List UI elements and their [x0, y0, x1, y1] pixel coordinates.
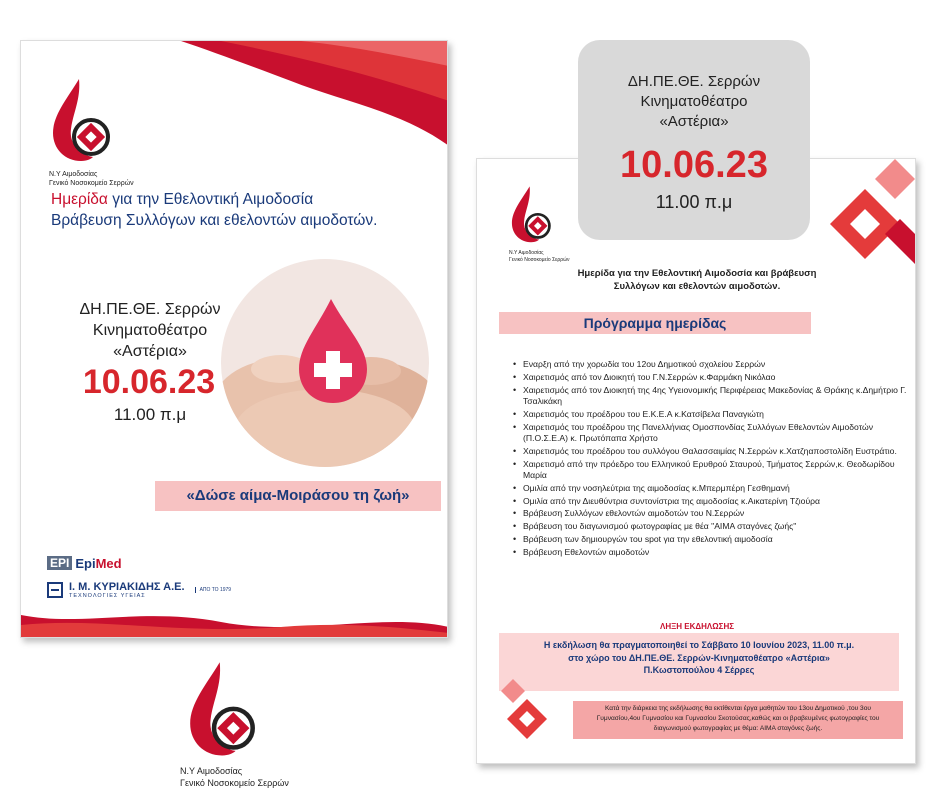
- hands-blood-drop-photo: [221, 259, 429, 467]
- org-name-line2: Γενικό Νοσοκομείο Σερρών: [180, 778, 289, 788]
- list-item: • Βράβευση Συλλόγων εθελοντών αιμοδοτών του Ν.Σερρών: [511, 508, 911, 519]
- sponsor-name: Ι. Μ. ΚΥΡΙΑΚΙΔΗΣ Α.Ε.: [69, 581, 185, 593]
- poster-right: [476, 158, 916, 764]
- epimed-label: Epi: [75, 555, 96, 571]
- info-line2: στο χώρο του ΔΗ.ΠΕ.ΘΕ. Σερρών-Κινηματοθέατρο «Αστέρια»: [568, 652, 830, 663]
- event-date: 10.06.23: [82, 363, 216, 401]
- kyriakidis-mark-icon: [47, 582, 63, 598]
- program-list: [511, 359, 911, 560]
- blood-drop-logo-icon: [182, 660, 262, 760]
- sponsor-since: ΑΠΟ ΤΟ 1979: [195, 587, 232, 593]
- org-caption: [180, 765, 289, 788]
- venue: [65, 299, 235, 362]
- callout-venue-line2: Κινηματοθέατρο: [640, 93, 748, 110]
- org-logo-bottom: [180, 660, 289, 788]
- blood-drop-logo-icon: [509, 185, 553, 245]
- epimed-box: EPI: [47, 556, 72, 570]
- epimed-text: [75, 556, 121, 571]
- org-caption: [509, 250, 569, 264]
- blood-drop-logo-icon: [49, 77, 113, 165]
- list-item: • Χαιρετισμός του προέδρου της Πανελλήνιας Ομοσπονδίας Συλλόγων Εθελοντών Αιμοδοτών (Π.Ο.Σ.Ε.Α) κ. Πρωτόπαπα Χρήστο: [511, 422, 911, 445]
- date-callout: [578, 40, 810, 240]
- note-line1: Κατά την διάρκεια της εκδήλωσης θα εκτίθενται έργα μαθητών του 13ου Δημοτικού ,του 3ου: [604, 705, 871, 712]
- list-item: • Χαιρετισμός από τον Διοικητή της 4ης Υγειονομικής Περιφέρειας Μακεδονίας & Θράκης κ.Δημήτριο Γ. Τσαλικάκη: [511, 385, 911, 408]
- epimed-rest: Med: [95, 555, 122, 571]
- title-rest: για την Εθελοντική Αιμοδοσία: [107, 191, 314, 208]
- list-item: • Χαιρετισμός του προέδρου του συλλόγου Θαλασσαιμίας Ν.Σερρών κ.Χατζηαποστολίδη Ευστράτιο.: [511, 446, 911, 457]
- red-diamond-shapes: [825, 159, 915, 269]
- venue-line3: «Αστέρια»: [113, 343, 187, 360]
- end-label: ΛΗΞΗ ΕΚΔΗΛΩΣΗΣ: [659, 622, 735, 631]
- subtitle-line2: Συλλόγων και εθελοντών αιμοδοτών.: [613, 281, 781, 292]
- list-item: • Εναρξη από την χορωδία του 12ου Δημοτικού σχολείου Σερρών: [511, 359, 911, 370]
- org-name-line1: Ν.Υ Αιμοδοσίας: [180, 766, 243, 776]
- list-item: • Χαιρετισμός του προέδρου του Ε.Κ.Ε.Α κ.Κατσίβελα Παναγιώτη: [511, 409, 911, 420]
- list-item: • Χαιρετισμό από την πρόεδρο του Ελληνικού Ερυθρού Σταυρού, Τμήματος Σερρών,κ. Θεοδωρίδου Μαρία: [511, 459, 911, 482]
- red-diamond-shapes-bottom: [501, 679, 547, 739]
- venue-line2: Κινηματοθέατρο: [92, 322, 208, 339]
- org-name-line2: Γενικό Νοσοκομείο Σερρών: [509, 257, 570, 263]
- list-item: • Ομιλία από την νοσηλεύτρια της αιμοδοσίας κ.Μπερμπέρη Γεσθημανή: [511, 483, 911, 494]
- event-title: [51, 189, 446, 231]
- callout-venue-line1: ΔΗ.ΠΕ.ΘΕ. Σερρών: [627, 73, 761, 90]
- list-item: • Ομιλία από την Διευθύντρια συντονίστρια της αιμοδοσίας κ.Αικατερίνη Τζιούρα: [511, 496, 911, 507]
- callout-date: 10.06.23: [620, 144, 768, 186]
- venue-line1: ΔΗ.ΠΕ.ΘΕ. Σερρών: [79, 301, 221, 318]
- org-logo: [49, 77, 134, 188]
- info-line3: Π.Κωστοπούλου 4 Σέρρες: [643, 665, 755, 675]
- note-line2: Γυμνασίου,4ου Γυμνασίου και Γυμνασίου Σκοτούσας,καθώς και οι βραβευμένες φωτογραφίες του: [596, 715, 880, 722]
- kyriakidis-logo: [47, 581, 231, 599]
- bottom-red-wave: [21, 517, 448, 637]
- org-logo-right: [509, 185, 569, 264]
- event-time: 11.00 π.μ: [113, 405, 187, 424]
- callout-venue-line3: «Αστέρια»: [659, 113, 729, 130]
- poster-left: [20, 40, 448, 638]
- org-name-line1: Ν.Υ Αιμοδοσίας: [49, 171, 98, 178]
- org-caption: [49, 170, 134, 188]
- event-info-band: [499, 633, 899, 691]
- sponsor-sub: ΤΕΧΝΟΛΟΓΙΕΣ ΥΓΕΙΑΣ: [69, 593, 146, 599]
- list-item: • Βράβευση Εθελοντών αιμοδοτών: [511, 547, 911, 558]
- program-title: Πρόγραμμα ημερίδας: [499, 312, 811, 334]
- event-subtitle: [517, 267, 877, 293]
- org-name-line2: Γενικό Νοσοκομείο Σερρών: [49, 180, 134, 187]
- info-line1: Η εκδήλωση θα πραγματοποιηθεί το Σάββατο 10 Ιουνίου 2023, 11.00 π.μ.: [543, 640, 855, 650]
- callout-venue: [578, 72, 810, 132]
- note-line3: διαγωνισμού φωτογραφίας με θέμα: ΑΙΜΑ σταγόνες ζωής.: [653, 725, 823, 732]
- exhibition-note: [573, 701, 903, 739]
- slogan-band: «Δώσε αίμα-Μοιράσου τη ζωή»: [155, 481, 441, 511]
- title-highlight: Ημερίδα: [51, 191, 108, 208]
- list-item: • Βράβευση των δημιουργών του spot για την εθελοντική αιμοδοσία: [511, 534, 911, 545]
- list-item: • Χαιρετισμός από τον Διοικητή του Γ.Ν.Σερρών κ.Φαρμάκη Νικόλαο: [511, 372, 911, 383]
- epimed-logo: [47, 554, 122, 572]
- org-name-line1: Ν.Υ Αιμοδοσίας: [509, 250, 544, 256]
- subtitle-line1: Ημερίδα για την Εθελοντική Αιμοδοσία και βράβευση: [577, 268, 817, 279]
- title-line2: Βράβευση Συλλόγων και εθελοντών αιμοδοτών.: [51, 212, 378, 229]
- list-item: • Βράβευση του διαγωνισμού φωτογραφίας με θέα "ΑΙΜΑ σταγόνες ζωής": [511, 521, 911, 532]
- callout-time: 11.00 π.μ: [655, 192, 733, 212]
